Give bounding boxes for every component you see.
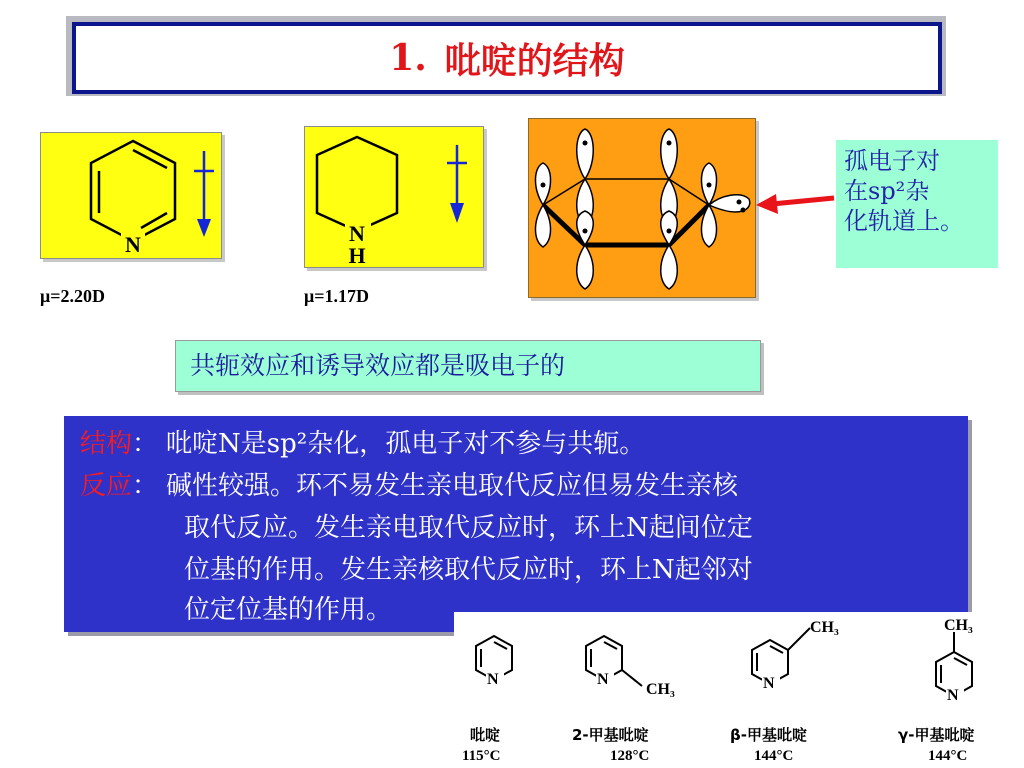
pyridine-ring-n: N xyxy=(487,671,499,688)
piperidine-dipole-moment: μ=1.17D xyxy=(304,286,369,306)
reaction-tag: 反应 xyxy=(80,471,133,501)
note-line-1: 孤电子对 xyxy=(844,147,940,175)
piperidine-h-label: H xyxy=(348,243,366,267)
reaction-line-2: 取代反应。发生亲电取代反应时，环上N起间位定 xyxy=(184,513,753,543)
reaction-row: 反应： 碱性较强。环不易发生亲电取代反应但易发生亲核 xyxy=(80,471,739,501)
methylpyridine-comparison xyxy=(454,612,1024,768)
pyridine-structure-panel xyxy=(40,132,222,259)
methylpyridine-structures xyxy=(454,612,1024,722)
3-methyl-temp: 144°C xyxy=(754,748,794,764)
2-methyl-ring-n: N xyxy=(597,671,609,688)
note-line-2: 在sp²杂 xyxy=(844,177,930,205)
pyridine-name: 吡啶 xyxy=(470,726,501,744)
structure-row: 结构： 吡啶N是sp²杂化，孤电子对不参与共轭。 xyxy=(80,429,646,459)
4-methyl-ring-n: N xyxy=(947,687,959,704)
4-methyl-name: γ-甲基吡啶 xyxy=(898,726,975,744)
title-text: 吡啶的结构 xyxy=(444,39,625,82)
reaction-line-1: 碱性较强。环不易发生亲电取代反应但易发生亲核 xyxy=(166,471,739,501)
2-methyl-name: 2-甲基吡啶 xyxy=(572,726,649,744)
reaction-line-3: 位基的作用。发生亲核取代反应时，环上N起邻对 xyxy=(184,555,753,585)
3-methyl-ring-n: N xyxy=(763,675,775,692)
lone-pair-arrow xyxy=(752,188,838,216)
pyridine-n-label: N xyxy=(125,232,141,257)
4-methyl-temp: 144°C xyxy=(928,748,968,764)
2-methyl-temp: 128°C xyxy=(610,748,650,764)
piperidine-ring-diagram xyxy=(305,127,483,267)
pyridine-ring-diagram xyxy=(41,133,221,258)
4-methyl-substituent: CH₃ xyxy=(944,617,973,634)
reaction-line-4: 位定位基的作用。 xyxy=(184,595,393,625)
3-methyl-name: β-甲基吡啶 xyxy=(730,726,807,744)
effect-banner: 共轭效应和诱导效应都是吸电子的 xyxy=(175,340,761,392)
piperidine-n-label: N xyxy=(349,221,365,246)
lone-pair-note xyxy=(836,140,998,268)
pyridine-temp: 115°C xyxy=(462,748,501,764)
3-methyl-substituent: CH₃ xyxy=(810,619,839,636)
page-title xyxy=(72,22,942,94)
structure-text: 吡啶N是sp²杂化，孤电子对不参与共轭。 xyxy=(166,429,646,459)
p-orbital-diagram-panel xyxy=(528,118,756,298)
note-line-3: 化轨道上。 xyxy=(844,207,964,235)
structure-tag: 结构 xyxy=(80,429,133,459)
pyridine-dipole-moment: μ=2.20D xyxy=(40,286,105,306)
title-number: 1. xyxy=(389,37,427,79)
p-orbital-diagram xyxy=(529,119,755,297)
2-methyl-substituent: CH₃ xyxy=(646,681,675,698)
piperidine-structure-panel xyxy=(304,126,484,268)
